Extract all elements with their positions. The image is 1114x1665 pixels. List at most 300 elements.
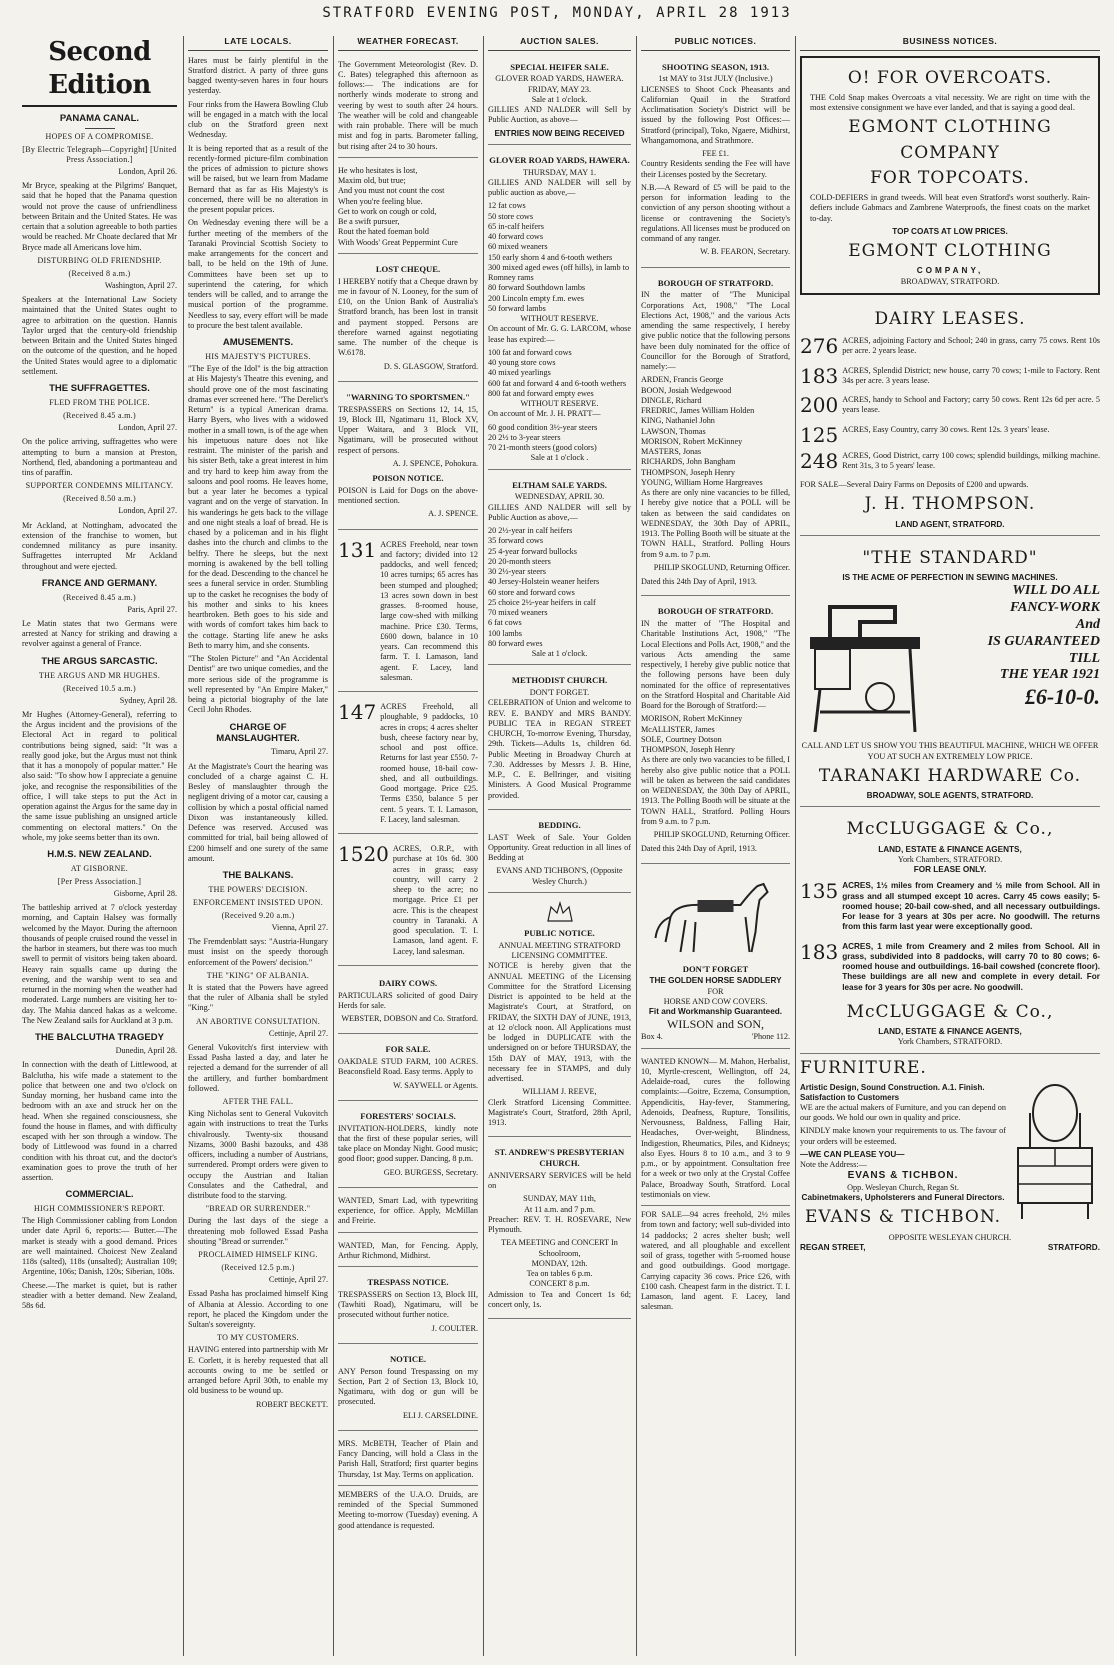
land-advert bbox=[338, 840, 478, 966]
slogan-line: And bbox=[1075, 616, 1100, 632]
lease-item bbox=[800, 422, 1100, 447]
address: BROADWAY, SOLE AGENTS, STRATFORD. bbox=[866, 791, 1034, 801]
list-item: 6 fat cows bbox=[488, 618, 522, 628]
dateline: London, April 27. bbox=[118, 506, 177, 516]
article-text: Mr Hughes (Attorney-General), referring to the Argus incident and the provisions of the Electoral Act in regard to political contributions being signed, said: "It was a really good joke, but the Argus must not think that it has a monopoly of popular matter." He also said: "To show how I appreciate a genuine joke, and recognise the responsibilities of the office, I will take steps to put the Act in operation against the Argus for the same day in the same issue publishing an unsigned article commenting on electoral matters." On the whole, my joke seems better than its own. bbox=[22, 709, 177, 842]
article-text: "The Eye of the Idol" is the big attraction at His Majesty's Theatre this evening, and should prove one of the most fascinating dramas ever screened here. "The Derelict's Return" is a typical American drama. Harry Byers, who lives with a widowed mother in a small town, is of the age when his impetuous nature does not like restraint. The minister of the parish and his sister Beth, take a great interest in him and try hard to keep him away from the saloons and pool rooms. He leaves home, but a year later he becomes a typical vagrant and on the verge of starvation. In his wanderings he gets back to the village and one night steals a loaf of bread. He is chased by a policeman and in his flight dashes into the church and climbs to the belfry. There he sleeps, but the next morning is awakened by the bell tolling for the dead. Descending to the chancel he sees a funeral service in order. Stumbling up to the casket he recognises the body of his mother and sinks to his knees heartbroken. Beth goes to his side and with words of comfort takes him back to the cottage. Starting life anew he asks Beth to marry him, and she consents. bbox=[188, 364, 328, 650]
subheadline: AT GISBORNE. bbox=[70, 863, 129, 873]
signature: W. B. FEARON, Secretary. bbox=[700, 247, 790, 257]
subheadline: PROCLAIMED HIMSELF KING. bbox=[198, 1250, 318, 1260]
street: REGAN STREET, bbox=[800, 1242, 866, 1252]
advert-title: SPECIAL HEIFER SALE. bbox=[510, 61, 609, 72]
lease-text: ACRES, adjoining Factory and School; 240 in grass, carry 75 cows. Rent 10s per acre. 2 years lease. bbox=[842, 336, 1100, 356]
advert bbox=[338, 972, 478, 1034]
subheadline: "BREAD OR SURRENDER." bbox=[205, 1204, 311, 1214]
advert-text: ENTRIES NOW BEING RECEIVED bbox=[494, 128, 625, 138]
list-item: 25 4-year forward bullocks bbox=[488, 546, 577, 556]
advert-text: LAND, ESTATE & FINANCE AGENTS, bbox=[878, 1027, 1022, 1037]
article-text: Speakers at the International Law Society maintained that the United States ought to agree to arbitration on the question. Hannis Taylor urged that the century-old friendship between Britain and the United States hinged on the outcome of the question, and he hoped the United States would agree to a diplomatic settlement. bbox=[22, 295, 177, 376]
dateline: Vienna, April 27. bbox=[271, 922, 328, 932]
column-weather bbox=[338, 36, 478, 1656]
advert-text: CALL AND LET US SHOW YOU THIS BEAUTIFUL MACHINE, WHICH WE OFFER YOU AT SUCH AN EXTREMELY LOW PRICE. bbox=[801, 741, 1099, 761]
advert-text: OAKDALE STUD FARM, 100 ACRES. Beaconsfield Road. Easy terms. Apply to bbox=[338, 1057, 478, 1077]
advert-text: TEA MEETING and CONCERT In Schoolroom, bbox=[501, 1238, 618, 1258]
list-item: 70 mixed weaners bbox=[488, 608, 548, 618]
acreage: 1520 bbox=[338, 842, 389, 867]
saddlery-advert bbox=[641, 868, 790, 1049]
advert-title: DAIRY COWS. bbox=[378, 977, 438, 988]
headline: FRANCE AND GERMANY. bbox=[41, 577, 158, 589]
column-business-notices bbox=[800, 36, 1100, 1656]
column-public-notices bbox=[641, 36, 790, 1656]
weather-report: The Government Meteorologist (Rev. D. C. Bates) telegraphed this afternoon as follows:— The indications are for northerly winds moderate to strong and veering by west to south after 24 hours. The weather will be cold and changeable with rain probable. There will be much mist and fog in parts. Barometer falling, but rising after 24 to 30 hours. bbox=[338, 56, 478, 158]
received-line: (Received 8.45 a.m.) bbox=[63, 411, 136, 420]
advert bbox=[338, 1038, 478, 1100]
advert bbox=[488, 474, 631, 666]
advert-title: FURNITURE. bbox=[800, 1057, 927, 1078]
advert-title: "THE STANDARD" bbox=[862, 547, 1038, 568]
advert-text: THURSDAY, MAY 1. bbox=[522, 167, 597, 177]
advert-text: As there are only two vacancies to be filled, I hereby also give public notice that a POLL will be taken as between the said candidates on WEDNESDAY, the 30th Day of APRIL, 1913. The Polling Booth will be situate at the TOWN HALL, Stratford. Polling Hours from 9 a.m. to 7 p.m. bbox=[641, 755, 790, 826]
list-item: THOMPSON, Joseph Henry bbox=[641, 745, 735, 755]
advert-text: Tea on tables 6 p.m. bbox=[526, 1269, 593, 1278]
list-item: DINGLE, Richard bbox=[641, 395, 702, 405]
lease-item bbox=[800, 448, 1100, 475]
list-item: 800 fat and forward empty ewes bbox=[488, 388, 594, 398]
advert-text: Clerk Stratford Licensing Committee. Magistrate's Court, Stratford, 28th April, 1913. bbox=[488, 1097, 631, 1128]
advert-text: GILLIES AND NALDER will sell by public auction as above,— bbox=[488, 177, 631, 198]
acreage: 125 bbox=[800, 422, 839, 447]
slogan-line: FANCY-WORK bbox=[1009, 600, 1100, 616]
list-item: 80 forward ewes bbox=[488, 638, 543, 648]
list-item: SOLE, Courtney Dotson bbox=[641, 734, 722, 744]
horse-icon bbox=[641, 872, 790, 962]
verse-line: Be a swift pursuer, bbox=[338, 217, 400, 227]
advert-text: 1st MAY to 31st JULY (Inclusive.) bbox=[658, 74, 773, 84]
dateline: Cettinje, April 27. bbox=[268, 1028, 328, 1038]
received-line: (Received 8 a.m.) bbox=[68, 268, 131, 278]
advert-text: GILLIES AND NALDER will sell by Public Auction as above,— bbox=[488, 502, 631, 522]
article-text: "The Stolen Picture" and "An Accidental Dentist" are two unique comedies, and the more serious side of the programme is well represented by "An Empire Maker," being a pictorial biography of the late Cecil John Rhodes. bbox=[188, 654, 328, 715]
advert-text: ACRES, O.R.P., with purchase at 10s 6d. 300 acres in grass; easy country, will carry 2 sheep to the acre; no mortgage. Price £1 per acre. This is the cheapest country in Taranaki. A good speculation. T. I. Lamason, land agent. F. Lacey, land salesman. bbox=[392, 844, 478, 956]
crest-icon bbox=[488, 901, 631, 926]
advert-text: INVITATION-HOLDERS, kindly note that the first of these popular series, will take place on Monday Night. Good music; good floor; good supper. Dancing, 8 p.m. bbox=[338, 1123, 478, 1164]
advert-text: PARTICULARS solicited of good Dairy Herds for sale. bbox=[338, 990, 478, 1010]
advert-title: FOR TOPCOATS. bbox=[870, 167, 1030, 188]
advert-title: DAIRY LEASES. bbox=[874, 308, 1026, 329]
verse-line: Rout the hated foeman bold bbox=[338, 227, 429, 237]
land-advert bbox=[338, 698, 478, 834]
signature: GEO. BURGESS, Secretary. bbox=[383, 1167, 478, 1177]
subheadline: THE POWERS' DECISION. bbox=[208, 884, 308, 894]
signature: ELI J. CARSELDINE. bbox=[402, 1410, 478, 1420]
machine-row bbox=[800, 583, 1100, 741]
article-text: It is being reported that as a result of the recently-formed picture-film combination the prices of admission to picture shows will be raised, but we learn from Madame Bernard that as far as His Majesty's is concerned, there will be no alteration in the present popular prices. bbox=[188, 143, 328, 215]
headline: CHARGE OF MANSLAUGHTER. bbox=[216, 721, 300, 745]
received-line: (Received 10.5 a.m.) bbox=[63, 683, 136, 693]
firm-name: J. H. THOMPSON. bbox=[864, 494, 1036, 515]
advert-text: TRESPASSERS on Section 13, Block III, (Tawhiti Road), Ngatimaru, will be prosecuted without further notice. bbox=[338, 1289, 478, 1320]
list-item: 40 forward cows bbox=[488, 232, 544, 242]
advert-text: At 11 a.m. and 7 p.m. bbox=[524, 1204, 595, 1214]
acreage: 248 bbox=[800, 448, 839, 473]
herbalist-advert: WANTED KNOWN— M. Mahon, Herbalist, 10, Myrtle-crescent, Wellington, off 24, Adelaide-road, cures the following complaints:—Goitre, Eczema, Consumption, Appendicitis, Hay-fever, Stammering, Adenoids, Deafness, Rupture, Tonsilitis, Nervousness, Baldness, Falling Hair, Headaches, Over-weight, Blindness, Indigestion, Rheumatics, Piles, and Kidneys; also Eyes. Hours 8 to 10 a.m., and 3 to 9 p.m., or by appointment. Consultation free for a week or two only at the Crystal Coffee Palace, Broadway South, Stratford. Local testimonials on view. bbox=[641, 1053, 790, 1207]
advert-title: BEDDING. bbox=[538, 819, 581, 830]
advert-text: IS THE ACME OF PERFECTION IN SEWING MACHINES. bbox=[842, 573, 1058, 583]
advert bbox=[338, 1271, 478, 1344]
headline: H.M.S. NEW ZEALAND. bbox=[47, 849, 152, 860]
firm-name: COMPANY bbox=[900, 142, 1000, 163]
sewing-machine-icon bbox=[800, 587, 930, 737]
article-text: HAVING entered into partnership with Mr E. Corlett, it is hereby requested that all accounts owing to me be settled or arranged before April 30th, to enable my old business to be wound up. bbox=[188, 1345, 328, 1396]
verse-line: He who hesitates is lost, bbox=[338, 165, 418, 175]
advert bbox=[488, 56, 631, 145]
list-item: 60 mixed weaners bbox=[488, 242, 548, 252]
headline: THE BALCLUTHA TRAGEDY bbox=[35, 1032, 164, 1044]
verse-line: Maxim old, but true; bbox=[338, 176, 406, 186]
advert-text: DON'T FORGET. bbox=[529, 688, 590, 698]
advert-title: SHOOTING SEASON, 1913. bbox=[662, 61, 769, 72]
advert-text: ANY Person found Trespassing on my Section, Part 2 of Section 13, Block 10, Ngatimaru, with dog or gun will be prosecuted. bbox=[338, 1366, 478, 1407]
advert-text: GILLIES AND NALDER will Sell by Public Auction, as above— bbox=[488, 105, 631, 125]
list-item: 600 fat and forward 4 and 6-tooth wethers bbox=[488, 378, 627, 388]
subheadline: HOPES OF A COMPROMISE. bbox=[45, 131, 154, 141]
advert bbox=[488, 897, 631, 1137]
credit-line: [Per Press Association.] bbox=[57, 876, 142, 886]
advert-text: THE Cold Snap makes Overcoats a vital necessity. We are right on time with the most extensive consignment we have ever landed, and that is saying a good deal. bbox=[810, 92, 1090, 113]
column-header: WEATHER FORECAST. bbox=[338, 36, 478, 51]
land-advert bbox=[338, 536, 478, 693]
advert-text: TRESPASSERS on Sections 12, 14, 15, 19, Block III, Ngatimaru 11, Block XV, Upper Waitara, and 3 Block VII, Ngatimaru, will be prosecuted without respect of persons. bbox=[338, 404, 478, 455]
article-text: Le Matin states that two Germans were arrested at Nancy for striking and drawing a revolver against a general of France. bbox=[22, 618, 177, 649]
article-text: Four rinks from the Hawera Bowling Club will be engaged in a match with the local club on the Stratford green next Wednesday. bbox=[188, 99, 328, 140]
advert-text: MONDAY, 12th. bbox=[531, 1258, 588, 1268]
sewing-machine-advert bbox=[800, 540, 1100, 808]
advert-title: PUBLIC NOTICE. bbox=[524, 928, 595, 939]
advert bbox=[488, 669, 631, 809]
acreage: 276 bbox=[800, 334, 839, 359]
advert-text: SUNDAY, MAY 11th, bbox=[523, 1194, 596, 1204]
advert-text: Sale at 1 o'clock . bbox=[530, 453, 589, 463]
article-text: Hares must be fairly plentiful in the Stratford district. A party of three guns bagged twenty-seven hares in four hours yesterday. bbox=[188, 55, 328, 96]
received-line: (Received 8.45 a.m.) bbox=[63, 592, 136, 602]
article-text: Cheese.—The market is quiet, but is rather steadier with a better demand. New Zealand, 58s 6d. bbox=[22, 1280, 177, 1311]
list-item: 20 2½-year in calf heifers bbox=[488, 526, 573, 536]
list-item: MORISON, Robert McKinney bbox=[641, 714, 743, 724]
lease-text: ACRES, handy to School and Factory; carry 50 cows. Rent 12s 6d per acre. 5 years lease. bbox=[842, 395, 1100, 415]
advert-text: I HEREBY notify that a Cheque drawn by me in favour of N. Looney, for the sum of £10, on the Union Bank of Australia's Stratford branch, has been lost in transit and payment stopped. Persons are therefore warned against negotiating same. The number of the cheque is W.6178. bbox=[338, 276, 478, 358]
firm-name: McCLUGGAGE & Co., bbox=[846, 1001, 1054, 1022]
advert-title: LOST CHEQUE. bbox=[375, 263, 441, 274]
advert-title: "WARNING TO SPORTSMEN." bbox=[346, 391, 470, 402]
article-text: It is stated that the Powers have agreed that the ruler of Albania shall be styled "King." bbox=[188, 982, 328, 1013]
advert-text: FOR bbox=[707, 986, 724, 996]
list-item: 60 good condition 3½-year steers bbox=[488, 422, 598, 432]
price: £6-10-0. bbox=[1024, 684, 1100, 710]
list-item: THOMPSON, Joseph Henry bbox=[641, 467, 735, 477]
list-item: 60 store and forward cows bbox=[488, 587, 575, 597]
advert-text: On account of Mr. G. G. LARCOM, whose lease has expired:— bbox=[488, 324, 631, 344]
advert-text: POISON is Laid for Dogs on the above-mentioned section. bbox=[338, 485, 478, 506]
advert-text: Preacher: REV. T. H. ROSEVARE, New Plymouth. bbox=[488, 1214, 631, 1234]
advert-text: ACRES Freehold, near town and factory; divided into 12 paddocks, and well fenced; 10 acres turnips; 65 acres has been stumped and ploughed; 13 acres sown down in best grasses. 8-roomed house, large cow-shed with milking machine. Price £30. Terms, £600 down, balance in 10 years. Can recommend this farm. T. I. Lamason, land agent. F. Lacey, land salesman. bbox=[380, 539, 478, 682]
advert-title: FOR SALE. bbox=[385, 1044, 431, 1055]
list-item: McALLISTER, James bbox=[641, 724, 715, 734]
advert-text: WITHOUT RESERVE. bbox=[520, 314, 599, 324]
lease-text: ACRES, Easy Country, carry 30 cows. Rent 12s. 3 years' lease. bbox=[842, 424, 1050, 434]
article-text: During the last days of the siege a threatening mob followed Essad Pasha shouting "Bread or surrender." bbox=[188, 1216, 328, 1246]
subheadline: HIS MAJESTY'S PICTURES. bbox=[205, 352, 311, 361]
list-item: 12 fat cows bbox=[488, 201, 526, 211]
address: OPPOSITE WESLEYAN CHURCH. bbox=[888, 1232, 1012, 1242]
list-item: ARDEN, Francis George bbox=[641, 375, 724, 385]
advert-text: As there are only nine vacancies to be filled, I hereby give notice that a POLL will be taken as between the said candidates on WEDNESDAY, the 30th Day of APRIL, 1913. The Polling Booth will be situate at the TOWN HALL, Stratford. Polling Hours from 9 a.m. to 7 p.m. bbox=[641, 488, 790, 559]
overcoats-advert bbox=[800, 56, 1100, 295]
advert-title: FOR LEASE ONLY. bbox=[913, 865, 987, 875]
list-item: 80 forward Southdown lambs bbox=[488, 283, 586, 293]
advert-title: ST. ANDREW'S PRESBYTERIAN CHURCH. bbox=[494, 1147, 625, 1169]
advert-title: METHODIST CHURCH. bbox=[511, 675, 608, 686]
advert bbox=[488, 149, 631, 470]
slogan-line: WILL DO ALL bbox=[1012, 583, 1100, 599]
list-item: 65 in-calf heifers bbox=[488, 221, 544, 231]
signature: J. COULTER. bbox=[431, 1323, 478, 1333]
lease-item bbox=[800, 881, 1100, 935]
advert-text: IN the matter of "The Hospital and Charitable Institutions Act, 1908," "The Local Elections and Polls Act, 1908," and the various Acts amending the same respectively, I hereby give public notice that the following persons have been duly nominated for the office of representatives on the Stratford Hospital and Charitable Aid Board for the Borough of Stratford:— bbox=[641, 619, 790, 711]
article-text: Mr Bryce, speaking at the Pilgrims' Banquet, said that he hoped that the Panama question would not prove the cause of unfriendliness between Britain and the United States. He was certain that a solution agreeable to both parties would be reached. Mr Choate declared that Mr Bryce made all Americans love him. bbox=[22, 181, 177, 252]
column-rule bbox=[483, 36, 484, 1656]
article-text: The Fremdenblatt says: "Austria-Hungary must insist on the speedy thorough enforcement of the Powers' decision." bbox=[188, 937, 328, 967]
lease-text: ACRES, Splendid District; new house, carry 70 cows; 1-mile to Factory. Rent 34s per acre. 3 years lease. bbox=[842, 365, 1100, 385]
advert-text: Artistic Design, Sound Construction. A.1. Finish. Satisfaction to Customers bbox=[800, 1082, 985, 1102]
lease-item bbox=[800, 939, 1100, 996]
advert-text: WEDNESDAY, APRIL 30. bbox=[514, 492, 605, 502]
list-item: 30 2½-year steers bbox=[488, 567, 546, 577]
wanted-advert: WANTED, Smart Lad, with typewriting experience, for office. Apply, McMillan and Freirie. bbox=[338, 1192, 478, 1233]
verse-line: With Woods' Great Peppermint Cure bbox=[338, 237, 458, 247]
acreage: 147 bbox=[338, 700, 377, 725]
advert bbox=[488, 814, 631, 893]
verse-line: When you're feeling blue. bbox=[338, 196, 423, 206]
advert-text: LICENSES to Shoot Cock Pheasants and Californian Quail in the Stratford Acclimatisation Society's District will be issued by the following Post Offices:— Stratford (principal), Toko, Ngaere, Midhirst, Whangamomona, and Strathmore. bbox=[641, 84, 790, 145]
address: Opp. Wesleyan Church, Regan St. bbox=[847, 1182, 959, 1192]
headline: PANAMA CANAL. bbox=[59, 113, 140, 124]
advert-text: KINDLY make known your requirements to us. The favour of your orders will be esteemed. bbox=[800, 1126, 1006, 1146]
list-item: 40 Jersey-Holstein weaner heifers bbox=[488, 577, 600, 587]
dateline: Timaru, April 27. bbox=[270, 747, 328, 757]
subheadline: SUPPORTER CONDEMNS MILITANCY. bbox=[25, 481, 174, 491]
acreage: 200 bbox=[800, 393, 839, 418]
signature: PHILIP SKOGLUND, Returning Officer. bbox=[653, 562, 790, 572]
headline: THE ARGUS SARCASTIC. bbox=[41, 655, 158, 667]
signature: D. S. GLASGOW, Stratford. bbox=[383, 361, 478, 371]
advert-title: TRESPASS NOTICE. bbox=[367, 1277, 449, 1288]
column-news bbox=[22, 36, 177, 1656]
firm-name: EVANS & TICHBON. bbox=[847, 1170, 959, 1182]
article-text: General Vukovitch's first interview with Essad Pasha lasted a day, and later he rejected a demand for the surrender of all the artillery, and further bombardment followed. bbox=[188, 1042, 328, 1093]
advert-text: Country Residents sending the Fee will have their Licenses posted by the Secretary. bbox=[641, 159, 790, 179]
received-line: (Received 8.50 a.m.) bbox=[63, 494, 136, 504]
advert bbox=[641, 272, 790, 597]
advert-text: N.B.—A Reward of £5 will be paid to the person for information leading to the conviction of any person shooting without a license or contravening the Society's regulations. All licenses must be produced on command of any ranger. bbox=[641, 182, 790, 244]
list-item: YOUNG, William Horne Hargreaves bbox=[641, 477, 763, 487]
advert-text: FEE £1. bbox=[702, 149, 729, 159]
firm-name: WILSON and SON, bbox=[667, 1017, 764, 1032]
acreage: 183 bbox=[800, 939, 839, 964]
verse-line: Get to work on cough or cold, bbox=[338, 206, 437, 216]
lease-item bbox=[800, 336, 1100, 360]
town: STRATFORD. bbox=[1047, 1242, 1100, 1252]
lease-text: ACRES, 1½ miles from Creamery and ½ mile from School. All in grass and all stumped except 10 acres. Carry 45 cows easily; 5-roomed house; 20-bail cow-shed, and all necessary outbuildings. For lease for 3 years at 30s per acre. No goodwill. The returns from this farm last year were exceptionally good. bbox=[842, 881, 1100, 932]
signature: A. J. SPENCE. bbox=[428, 509, 478, 519]
signature: WEBSTER, DOBSON and Co. Stratford. bbox=[341, 1014, 478, 1024]
firm-name: COMPANY, bbox=[916, 266, 984, 276]
advert bbox=[488, 1141, 631, 1319]
advert-text: —WE CAN PLEASE YOU— bbox=[800, 1149, 905, 1159]
advert-text: FRIDAY, MAY 23. bbox=[527, 84, 592, 94]
divider bbox=[85, 128, 115, 129]
advert-text: HORSE AND COW COVERS. bbox=[663, 996, 768, 1006]
dateline: Dunedin, April 28. bbox=[115, 1046, 177, 1055]
advert-text: ANNUAL MEETING STRATFORD LICENSING COMMITTEE. bbox=[498, 940, 621, 961]
advert-text: Sale at 1 o'clock. bbox=[531, 94, 588, 104]
list-item: LAWSON, Thomas bbox=[641, 426, 706, 436]
list-item: 50 store cows bbox=[488, 211, 534, 221]
slogan-line: THE YEAR 1921 bbox=[999, 667, 1100, 683]
dairy-leases-advert bbox=[800, 301, 1100, 536]
list-item: 25 choice 2½-year heifers in calf bbox=[488, 597, 596, 607]
list-item: 200 Lincoln empty f.m. ewes bbox=[488, 293, 584, 303]
advert-text: IN the matter of "The Municipal Corporations Act, 1908," "The Local Elections Act, 1908," and the various Acts amending the same respectively, I hereby give public notice that the following persons have been duly nominated for the office of Councillor for the Borough of Stratford, namely:— bbox=[641, 290, 790, 372]
advert-text: WITHOUT RESERVE. bbox=[520, 399, 599, 409]
advert bbox=[338, 386, 478, 530]
list-item: 70 21-month steers (good colors) bbox=[488, 443, 597, 453]
advert bbox=[338, 258, 478, 382]
slogan-block bbox=[930, 583, 1100, 741]
firm-name: TARANAKI HARDWARE Co. bbox=[818, 765, 1082, 786]
article-text: Essad Pasha has proclaimed himself King of Albania at Alessio. According to one report, he placed the Kingdom under the Sultan's sovereignty. bbox=[188, 1289, 328, 1330]
advert bbox=[338, 1348, 478, 1431]
advert-title: GLOVER ROAD YARDS, HAWERA. bbox=[489, 154, 630, 165]
contact-row bbox=[641, 1032, 790, 1042]
slogan-line: IS GUARANTEED bbox=[987, 633, 1100, 649]
firm-name: McCLUGGAGE & Co., bbox=[846, 819, 1054, 840]
firm-name: EGMONT CLOTHING bbox=[848, 117, 1052, 138]
list-item: 100 fat and forward cows bbox=[488, 347, 572, 357]
list-item: MORISON, Robert McKinney bbox=[641, 436, 743, 446]
received-line: (Received 9.20 a.m.) bbox=[221, 910, 295, 920]
advert-text: CONCERT 8 p.m. bbox=[529, 1279, 590, 1289]
subheadline: DISTURBING OLD FRIENDSHIP. bbox=[37, 255, 162, 265]
firm-name: EGMONT CLOTHING bbox=[848, 241, 1052, 262]
signature: W. SAYWELL or Agents. bbox=[393, 1080, 478, 1090]
verse-advert bbox=[338, 162, 478, 254]
dancing-advert: MRS. McBETH, Teacher of Plain and Fancy Dancing, will hold a Class in the Parish Hall, Stratford; first quarter begins Thursday, 1st May. Terms on application. bbox=[338, 1435, 478, 1486]
dateline: London, April 26. bbox=[118, 166, 177, 176]
signature: A. J. SPENCE, Pohokura. bbox=[392, 458, 478, 468]
list-item: KING, Nathaniel John bbox=[641, 416, 715, 426]
signature: EVANS AND TICHBON'S, (Opposite Wesley Church.) bbox=[496, 866, 623, 886]
headline: THE BALKANS. bbox=[222, 870, 294, 881]
edition-title: Second Edition bbox=[22, 36, 177, 107]
advert-text: TOP COATS AT LOW PRICES. bbox=[892, 226, 1008, 236]
article-text: At the Magistrate's Court the hearing was concluded of a charge against C. H. Besley of manslaughter through the negligent driving of a motor car, causing a collision by which a postal official named Dixon was instantaneously killed. Defence was reserved. Accused was committed for trial, bail being allowed of £200 himself and one surety of the same amount. bbox=[188, 761, 328, 863]
dateline: Cettinje, April 27. bbox=[268, 1275, 328, 1285]
advert-title: FORESTERS' SOCIALS. bbox=[360, 1110, 456, 1121]
wanted-advert: WANTED, Man, for Fencing. Apply, Arthur Richmond, Midhirst. bbox=[338, 1237, 478, 1268]
advert-title: ELTHAM SALE YARDS. bbox=[512, 479, 607, 490]
advert-title: BOROUGH OF STRATFORD. bbox=[657, 277, 774, 288]
headline: THE SUFFRAGETTES. bbox=[49, 383, 150, 395]
dresser-icon bbox=[1010, 1083, 1100, 1223]
column-auction bbox=[488, 36, 631, 1656]
list-item: 40 young store cows bbox=[488, 358, 556, 368]
list-item: 20 20-month steers bbox=[488, 556, 551, 566]
column-rule bbox=[636, 36, 637, 1656]
subheadline: AN ABORTIVE CONSULTATION. bbox=[195, 1016, 321, 1026]
address-row bbox=[800, 1243, 1100, 1253]
furniture-advert bbox=[800, 1058, 1100, 1254]
article-text: On Wednesday evening there will be a further meeting of the members of the Taranaki Provincial Scottish Society to make arrangements for the concert and ball, to be held on the 19th of June. Committees have been set up to superintend the catering, for which tenders will be called, and to arrange the musical portion of the programme. Needless to say, every effort will be made to procure the best talent available. bbox=[188, 218, 328, 330]
column-rule bbox=[333, 36, 334, 1656]
article-text: The battleship arrived at 7 o'clock yesterday morning, and Captain Halsey was formally welcomed by the Mayor. During the afternoon thousands of people cruised round the vessel in the harbor in steamers, but there was too much swell to permit of visitors being taken aboard. Heavy rain squalls came up during the evening, and the warship went to sea and returned in the morning when the weather had moderated. Large numbers are visiting her to-day. The Mahia danced hakas as a welcome. The New Zealand sails for Auckland at 3 p.m. bbox=[22, 903, 177, 1025]
dateline: Washington, April 27. bbox=[104, 280, 177, 290]
phone-number: 'Phone 112. bbox=[751, 1032, 790, 1042]
article-text: In connection with the death of Littlewood, at Balclutha, his wife made a statement to the police that between one and two o'clock on Sunday morning, her husband came into the bedroom with an axe and struck her on the head. When she regained consciousness, she found the house in flames, and with difficulty escaped with her son through a window. The body of Littlewood was found in a charred condition with his throat cut, and the doctor's examination goes to prove the truth of her assertion. bbox=[22, 1060, 177, 1182]
address: BROADWAY, STRATFORD. bbox=[900, 276, 1000, 286]
column-header: BUSINESS NOTICES. bbox=[800, 36, 1100, 51]
advert-text: Sale at 1 o'clock. bbox=[531, 649, 588, 659]
article-text: Mr Ackland, at Nottingham, advocated the extension of the franchise to women, but condemned militancy as pure insanity. Suffragettes interrupted Mr Ackland throughout and were ejected. bbox=[22, 520, 177, 571]
advert-title: O! FOR OVERCOATS. bbox=[847, 67, 1053, 88]
list-item: MASTERS, Jonas bbox=[641, 447, 702, 457]
list-item: 40 mixed yearlings bbox=[488, 368, 551, 378]
credit-line: [By Electric Telegraph—Copyright] [United Press Association.] bbox=[22, 144, 177, 164]
advert-text: FOR SALE—Several Dairy Farms on Deposits of £200 and upwards. bbox=[800, 480, 1029, 490]
advert-text: LAND, ESTATE & FINANCE AGENTS, bbox=[878, 844, 1022, 854]
subheadline: THE "KING" OF ALBANIA. bbox=[206, 970, 310, 980]
box-number: Box 4. bbox=[641, 1032, 663, 1042]
subheadline: TO MY CUSTOMERS. bbox=[217, 1333, 299, 1343]
address: York Chambers, STRATFORD. bbox=[897, 1037, 1003, 1047]
advert-text: Admission to Tea and Concert 1s 6d; concert only, 1s. bbox=[488, 1289, 631, 1309]
advert bbox=[338, 1105, 478, 1188]
list-item: 50 forward lambs bbox=[488, 303, 546, 313]
list-item: 35 forward cows bbox=[488, 536, 544, 546]
list-item: 20 2½ to 3-year steers bbox=[488, 432, 561, 442]
subheadline: HIGH COMMISSIONER'S REPORT. bbox=[34, 1204, 165, 1214]
slogan-line: TILL bbox=[1068, 650, 1100, 666]
address: York Chambers, STRATFORD. bbox=[897, 854, 1003, 864]
lease-text: ACRES, 1 mile from Creamery and 2 miles from School. All in grass, subdivided into 8 paddocks, will carry 70 to 80 cows; 6-roomed house and outbuildings. 16-bail cowshed (concrete floor). These buildings are all new and complete in every detail. For lease for 3 years for 30s per acre. No goodwill. bbox=[842, 941, 1100, 992]
advert-text: Cabinetmakers, Upholsterers and Funeral Directors. bbox=[801, 1193, 1005, 1203]
advert-text: Dated this 24th Day of April, 1913. bbox=[641, 844, 757, 854]
advert-title: DON'T FORGET bbox=[682, 963, 749, 974]
advert-text: Note the Address:— bbox=[800, 1160, 867, 1170]
headline: AMUSEMENTS. bbox=[222, 337, 294, 349]
advert-title: POISON NOTICE. bbox=[372, 473, 444, 484]
dateline: Paris, April 27. bbox=[127, 604, 177, 614]
column-late-locals bbox=[188, 36, 328, 1656]
mccluggage-advert bbox=[800, 811, 1100, 1053]
signature: ROBERT BECKETT. bbox=[256, 1399, 328, 1409]
received-line: (Received 12.5 p.m.) bbox=[221, 1263, 295, 1273]
article-text: On the police arriving, suffragettes who were attempting to burn a mansion at Preston, Northend, fled, abandoning a portmanteau and tins of paraffin. bbox=[22, 437, 177, 477]
acreage: 183 bbox=[800, 363, 839, 388]
list-item: BOON, Josiah Wedgewood bbox=[641, 385, 732, 395]
dateline: London, April 27. bbox=[118, 423, 177, 432]
advert-text: ANNIVERSARY SERVICES will be held on bbox=[488, 1170, 631, 1190]
